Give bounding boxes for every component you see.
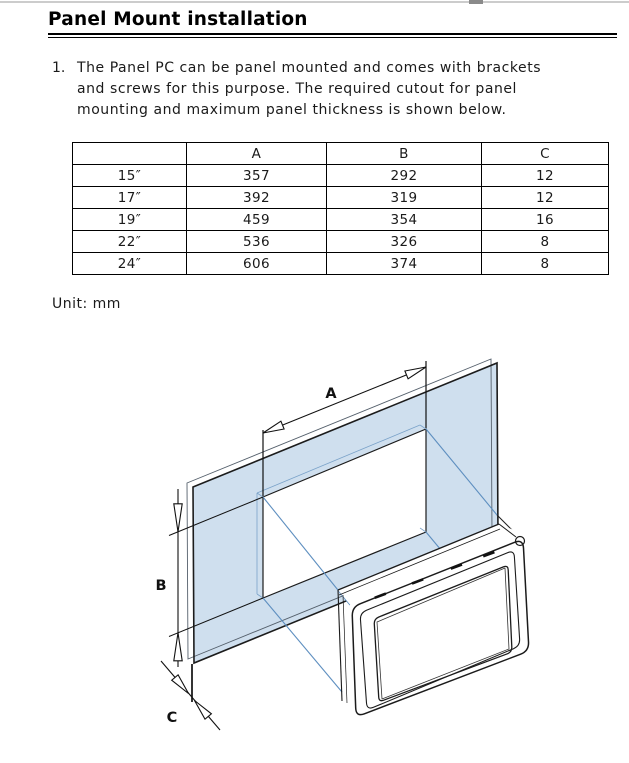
header-cell-a: A — [187, 143, 327, 165]
cell-c: 8 — [482, 231, 609, 253]
cell-a: 606 — [187, 253, 327, 275]
cell-size: 19″ — [73, 209, 187, 231]
page-title: Panel Mount installation — [48, 9, 308, 30]
dim-b-arrow-bottom — [174, 633, 182, 661]
cell-a: 392 — [187, 187, 327, 209]
cell-a: 459 — [187, 209, 327, 231]
dim-b-arrow-top — [174, 504, 182, 532]
panel-mount-diagram — [0, 330, 629, 763]
unit-label: Unit: mm — [52, 296, 121, 312]
panel-pc-device — [338, 524, 529, 717]
instruction-line-3: mounting and maximum panel thickness is shown below. — [77, 102, 507, 118]
dim-a-label: A — [325, 386, 337, 402]
header-cell-size — [73, 143, 187, 165]
cell-size: 17″ — [73, 187, 187, 209]
cell-c: 12 — [482, 187, 609, 209]
cell-c: 8 — [482, 253, 609, 275]
dim-c-arrow-upper — [172, 675, 189, 694]
page-top-rule — [0, 1, 629, 3]
cell-a: 357 — [187, 165, 327, 187]
instruction-line-1: The Panel PC can be panel mounted and comes with brackets — [77, 60, 542, 76]
table-header-row — [73, 143, 609, 165]
title-underline-top — [48, 33, 617, 35]
instruction-list-item — [52, 58, 617, 121]
table-row — [73, 187, 609, 209]
header-cropped-artifact — [469, 0, 483, 4]
device-back-left-edge-inner — [343, 595, 347, 703]
cell-b: 354 — [327, 209, 482, 231]
table-row — [73, 253, 609, 275]
cell-b: 319 — [327, 187, 482, 209]
cutout-dimensions-table — [72, 142, 609, 275]
dim-c-arrow-lower — [195, 701, 212, 720]
table-row — [73, 209, 609, 231]
header-cell-c: C — [482, 143, 609, 165]
cell-c: 12 — [482, 165, 609, 187]
cell-size: 24″ — [73, 253, 187, 275]
table-row — [73, 165, 609, 187]
header-cell-b: B — [327, 143, 482, 165]
dim-a-arrow-left — [263, 421, 284, 433]
cell-size: 22″ — [73, 231, 187, 253]
device-back-left-edge — [338, 590, 342, 701]
cell-b: 292 — [327, 165, 482, 187]
dim-c-label: C — [166, 710, 178, 726]
list-item-number: 1. — [52, 60, 66, 76]
cell-c: 16 — [482, 209, 609, 231]
title-underline-bottom — [48, 37, 617, 38]
cell-a: 536 — [187, 231, 327, 253]
dim-a-arrow-right — [405, 367, 426, 379]
table-row — [73, 231, 609, 253]
section-title-block — [48, 9, 617, 38]
cell-b: 374 — [327, 253, 482, 275]
dim-b-label: B — [155, 578, 167, 594]
cell-size: 15″ — [73, 165, 187, 187]
dimension-c — [161, 661, 220, 730]
instruction-line-2: and screws for this purpose. The required cutout for panel — [77, 81, 517, 97]
list-item-text — [77, 58, 541, 121]
cell-b: 326 — [327, 231, 482, 253]
